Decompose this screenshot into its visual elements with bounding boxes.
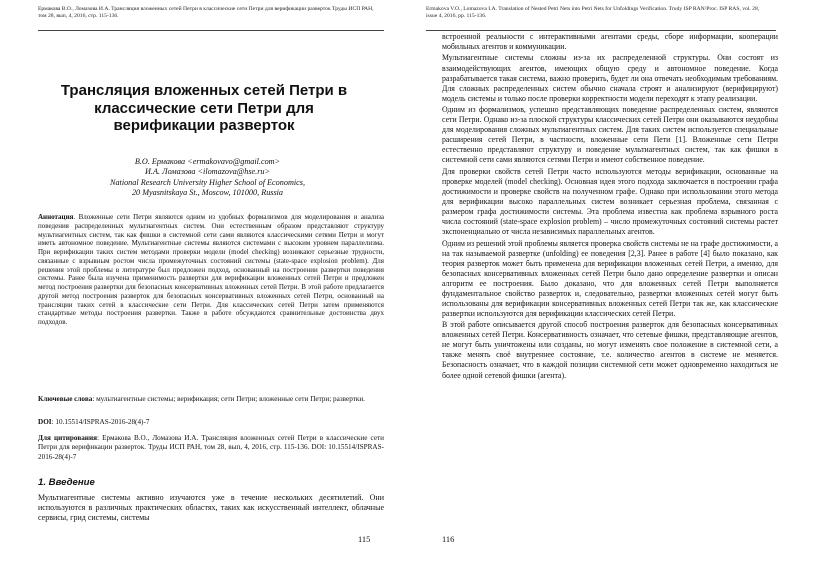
section-heading-introduction: 1. Введение (38, 477, 95, 488)
paragraph: встроенной реальности с интерактивными агентами среды, сборе информации, кооперации мобильных агентов и коммуникации. (442, 32, 778, 52)
keywords-label: Ключевые слова (38, 395, 93, 403)
author-line: В.О. Ермакова <ermakovavo@gmail.com> (134, 157, 281, 166)
header-divider-left (38, 30, 384, 31)
paragraph: В этой работе описывается другой способ построения разверток для безопасных консервативных вложенных сетей Петри. Консервативность означает, что сетевые фишки, представляющие агентов, не могут быть уничтожены или созданы, но могут изменять свое положение в системной сети, а также менять своё внутреннее состояние, т.е. количество агентов в системе не меняется. Безопасность означает, что в каждой позиции системной сети может одновременно находиться не более одной сетевой фишки (агента). (442, 320, 778, 380)
abstract-label: Аннотация (38, 213, 74, 221)
keywords (38, 395, 384, 404)
page-number-right: 116 (442, 535, 455, 544)
author-line: И.А. Ломазова <ilomazova@hse.ru> (145, 167, 270, 177)
author-block (40, 157, 375, 199)
body-text-right (442, 32, 778, 382)
address-line: 20 Myasnitskaya St., Moscow, 101000, Russia (131, 188, 284, 198)
doi (38, 418, 384, 427)
doi-text: : 10.15514/ISPRAS-2016-28(4)-7 (51, 418, 150, 426)
paper-title: Трансляция вложенных сетей Петри в классические сети Петри для верификации разверток (60, 82, 348, 134)
page-number-left: 115 (358, 535, 371, 544)
paragraph: Для проверки свойств сетей Петри часто используются методы верификации, основанные на проверке моделей (model checking). Основная идея этого подхода заключается в построении графа достижимости и проверке свойств на полученном графе. Однако при использовании этого метода для верификации высоко параллельных систем возникает серьезная проблема, связанная с размером графа достижимости системы. Эта проблема известна как проблема взрывного роста числа состояний (state-space explosion problem) – число промежуточных состояний системы растет экспоненциально от числа независимых параллельных агентов. (442, 166, 778, 237)
doi-label: DOI (38, 418, 52, 426)
running-head-left: Ермакова В.О., Ломазова И.А. Трансляция вложенных сетей Петри в классические сети Петри для верификации разверток Труды ИСП РАН, том 28, вып, 4, 2016, стр. 115-136. (38, 6, 374, 19)
introduction-text: Мультиагентные системы активно изучаются уже в течение нескольких десятилетий. Они используются в различных практических областях, таких как искусственный интеллект, облачные сервисы, грид системы, системы (38, 493, 384, 522)
affiliation-line: National Research University Higher School of Economics, (109, 177, 306, 187)
header-divider-right (426, 30, 776, 31)
citation-text: : Ермакова В.О., Ломазова И.А. Трансляция вложенных сетей Петри в классические сети Петри для верификации разверток. Труды ИСП РАН, том 28, вып, 4, 2016, стр. 115-136. DOI: 10.15514/ISPRAS-2016-28(4)-7 (38, 434, 384, 461)
citation (38, 434, 384, 462)
abstract-text: . Вложенные сети Петри являются одним из удобных формализмов для моделирования и анализа поведения распределенных мультиагентных систем. Они естественным образом представляют структуру мультиагентных систем, так как фишки в системной сети сами являются классическими сетями Петри и могут иметь автономное поведение. Мультиагентные системы являются системами с высоким уровнем параллелизма. При верификации таких систем методами проверки модели (model checking) возникают серьезные трудности, связанные с взрывным ростом числа промежуточных состояний системы (state-space explosion problem). Для решения этой проблемы в литературе был предложен подход, основанный на построении развертки поведения системы. Ранее была изучена применимость развертки для верификации вложенных сетей Петри и предложен метод построения развертки для безопасных консервативных вложенных сетей Петри. В этой работе предлагается другой метод построения разверток для безопасных консервативных вложенных сетей Петри, основанный на трансляции таких сетей в классические сети Петри. Для классических сетей Петри затем применяются стандартные методы построения развертки. Также в работе обсуждаются сравнительные достоинства двух подходов. (38, 213, 384, 326)
citation-label: Для цитирования (38, 434, 97, 442)
paragraph: Одним из формализмов, успешно представляющих поведение распределенных систем, являются сети Петри. Однако из-за плоской структуры классических сетей Петри они оказываются неудобны для моделирования сложных мультиагентных систем. Для таких систем используется специальные расширения сетей Петри, в частности, вложенные сети Пети [1]. Вложенные сети Петри естественно представляют структуру и поведение мультиагентных систем, так как фишки в системной сети сами являются сетями Петри и имеют собственное поведение. (442, 105, 778, 165)
right-page (410, 0, 820, 580)
abstract (38, 213, 384, 327)
running-head-right: Ermakova V.O., Lomazova I.A. Translation of Nested Petri Nets into Petri Nets for Unfoldings Verification. Trudy ISP RAN/Proc. ISP RAS, vol. 28, issue 4, 2016, pp. 115-136. (426, 6, 760, 19)
paragraph: Мультиагентные системы сложны из-за их распределенной структуры. Они состоят из взаимодействующих агентов, имеющих общую среду и автономное поведение. Когда разрабатывается такая система, важно проверить, будет ли она отвечать необходимым требованиям. Для сложных распределенных систем обычно сначала строят и анализируют (верифицируют) модель системы и только после проверки корректности модели переходят к этапу реализации. (442, 53, 778, 103)
paragraph: Одним из решений этой проблемы является проверка свойств системы не на графе достижимости, а на так называемой развертке (unfolding) ее поведения [2,3]. Ранее в работе [4] было показано, как теория разверток может быть применена для верификации вложенных сетей Петри, а именно, для безопасных консервативных вложенных сетей Петри было дано определение развертки и описан алгоритм ее построения. Было доказано, что для вложенных сетей Петри выполняется фундаментальное свойство разверток и, следовательно, развертки вложенных сетей могут быть использованы для верификации консервативных вложенных сетей Петри так же, как классические развертки используются для верификации классических сетей Петри. (442, 238, 778, 318)
keywords-text: : мультиагентные системы; верификация; сети Петри; вложенные сети Петри; развертки. (92, 395, 365, 403)
